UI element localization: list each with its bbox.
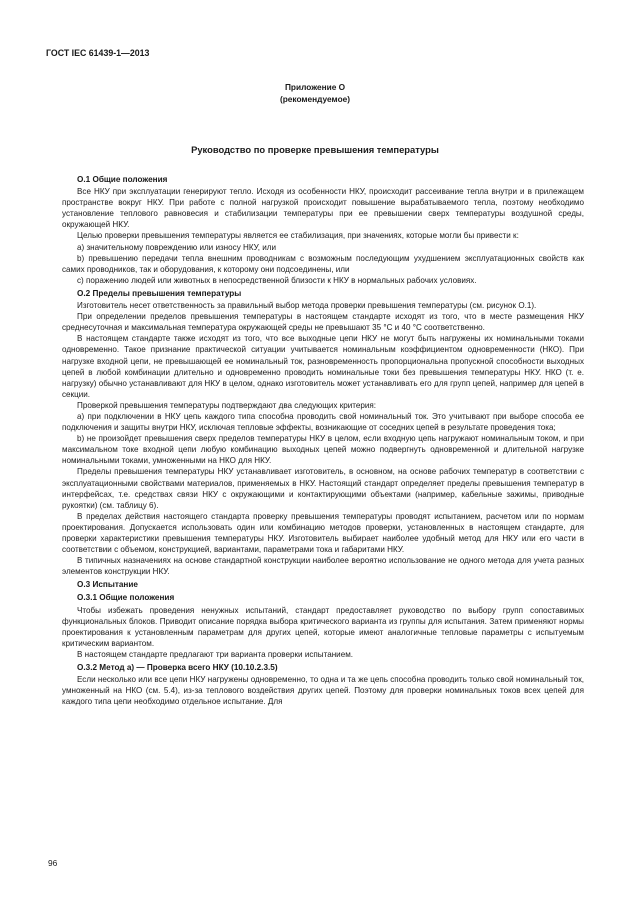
section-heading: О.3.2 Метод а) — Проверка всего НКУ (10.10.2.3.5): [77, 663, 278, 673]
paragraph: a) значительному повреждению или износу НКУ, или: [77, 242, 276, 252]
paragraph: В настоящем стандарте предлагают три варианта проверки испытанием.: [77, 649, 354, 659]
paragraph: При определении пределов превышения температуры в настоящем стандарте исходят из того, что в месте размещения НКУ среднесуточная и максимальная температура окружающей среды не превышают 35 °С и 40 °С соответственно.: [62, 312, 584, 333]
paragraph: b) превышению передачи тепла внешним проводникам с возможным последующим ухудшением эксплуатационных свойств как самих проводников, так и оборудования, к которому они подсоединены, или: [62, 253, 584, 274]
annex-status: (рекомендуемое): [279, 94, 351, 104]
paragraph: В пределах действия настоящего стандарта проверку превышения температуры проводят испытанием, расчетом или по нормам проектирования. Допускается использовать один или комбинацию методов проверки, установленных в настоящем стандарте, для проверки характеристики превышения температуры НКУ. Изготовитель выбирает наиболее удобный метод для НКУ или его части в соответствии с объемом, конструкцией, вариантами, параметрами тока и габаритами НКУ.: [62, 511, 584, 555]
paragraph: Изготовитель несет ответственность за правильный выбор метода проверки превышения температуры (см. рисунок О.1).: [77, 301, 537, 311]
paragraph: Если несколько или все цепи НКУ нагружены одновременно, то одна и та же цепь способна проводить только свой номинальный ток, умноженный на НКО (см. 5.4), из-за теплового воздействия других цепей. Поэтому для проверки номинальных токов всех цепей для каждого типа цепи необходимо отдельное испытание. Для: [62, 675, 584, 707]
paragraph: Проверкой превышения температуры подтверждают два следующих критерия:: [77, 400, 377, 410]
paragraph: В настоящем стандарте также исходят из того, что все выходные цепи НКУ не могут быть нагружены их номинальными токами одновременно. Такое признание практической ситуации учитывается номинальным коэффициентом одновременности (НКО). При нагрузке входной цепи, не превышающей ее номинальный ток, разновременность пропорциональна пропускной способности выходных цепей в любой комбинации длительно и одновременно проводить номинальные токи без превышения температуры НКУ. НКО (т. е. нагрузку) обычно устанавливают для НКУ в целом, однако изготовитель может устанавливать его для групп цепей, например для цепей в секции.: [62, 334, 584, 399]
paragraph: Чтобы избежать проведения ненужных испытаний, стандарт предоставляет руководство по выбору групп сопоставимых функциональных блоков. Приводит описание порядка выбора критического варианта из группы для испытания. Затем применяют нормы проектирования к установленным параметрам для других цепей, которые имеют аналогичные тепловые параметры с испытуемым критическим вариантом.: [62, 605, 584, 648]
annex-title: Приложение О: [284, 82, 346, 92]
document-title: Руководство по проверке превышения температуры: [191, 144, 439, 155]
paragraph: Пределы превышения температуры НКУ устанавливает изготовитель, в основном, на основе рабочих температур в соответствии с эксплуатационными свойствами материалов, применяемых в НКУ. Настоящий стандарт определяет пределы превышения температур в интерфейсах, т.е. средствах связи НКУ с окружающими и контактирующими объектами (например, кабельные зажимы, приводные рукоятки) (см. таблицу 6).: [62, 467, 584, 510]
paragraph: c) поражению людей или животных в непосредственной близости к НКУ в нормальных рабочих условиях.: [77, 275, 477, 285]
section-heading: О.1 Общие положения: [77, 175, 168, 184]
page-number: 96: [48, 858, 58, 868]
document-body: [62, 172, 584, 707]
section-heading: О.3.1 Общие положения: [77, 593, 175, 603]
section-heading: О.3 Испытание: [77, 580, 138, 590]
paragraph: В типичных назначениях на основе стандартной конструкции наиболее вероятно использование не одного метода для учета разных элементов конструкции НКУ.: [62, 556, 584, 577]
paragraph: b) не произойдет превышения сверх пределов температуры НКУ в целом, если входную цепь нагружают номинальным током, и при максимальном токе входной цепи любую комбинацию выходных цепей можно подвергнуть одновременной и длительной нагрузке номинальными токами, умноженными на НКО для НКУ.: [62, 434, 584, 466]
standard-header: ГОСТ IEC 61439-1—2013: [46, 48, 150, 58]
paragraph: a) при подключении в НКУ цепь каждого типа способна проводить свой номинальный ток. Это учитывают при выборе способа ее подключения и защиты внутри НКУ, исключая тепловые эффекты, возникающие от соседних цепей в результате проведения тока;: [62, 411, 584, 433]
section-heading: О.2 Пределы превышения температуры: [77, 288, 242, 298]
paragraph: Все НКУ при эксплуатации генерируют тепло. Исходя из особенности НКУ, происходит рассеивание тепла внутри и в прилежащем пространстве вокруг НКУ. При работе с полной нагрузкой происходит повышение вырабатываемого тепла, поэтому необходимо установление теплового равновесия и стабилизации температуры при ее превышении сверх температуры воздушной среды, окружающей НКУ.: [62, 187, 584, 230]
paragraph: Целью проверки превышения температуры является ее стабилизация, при значениях, которые могли бы привести к:: [77, 231, 519, 241]
